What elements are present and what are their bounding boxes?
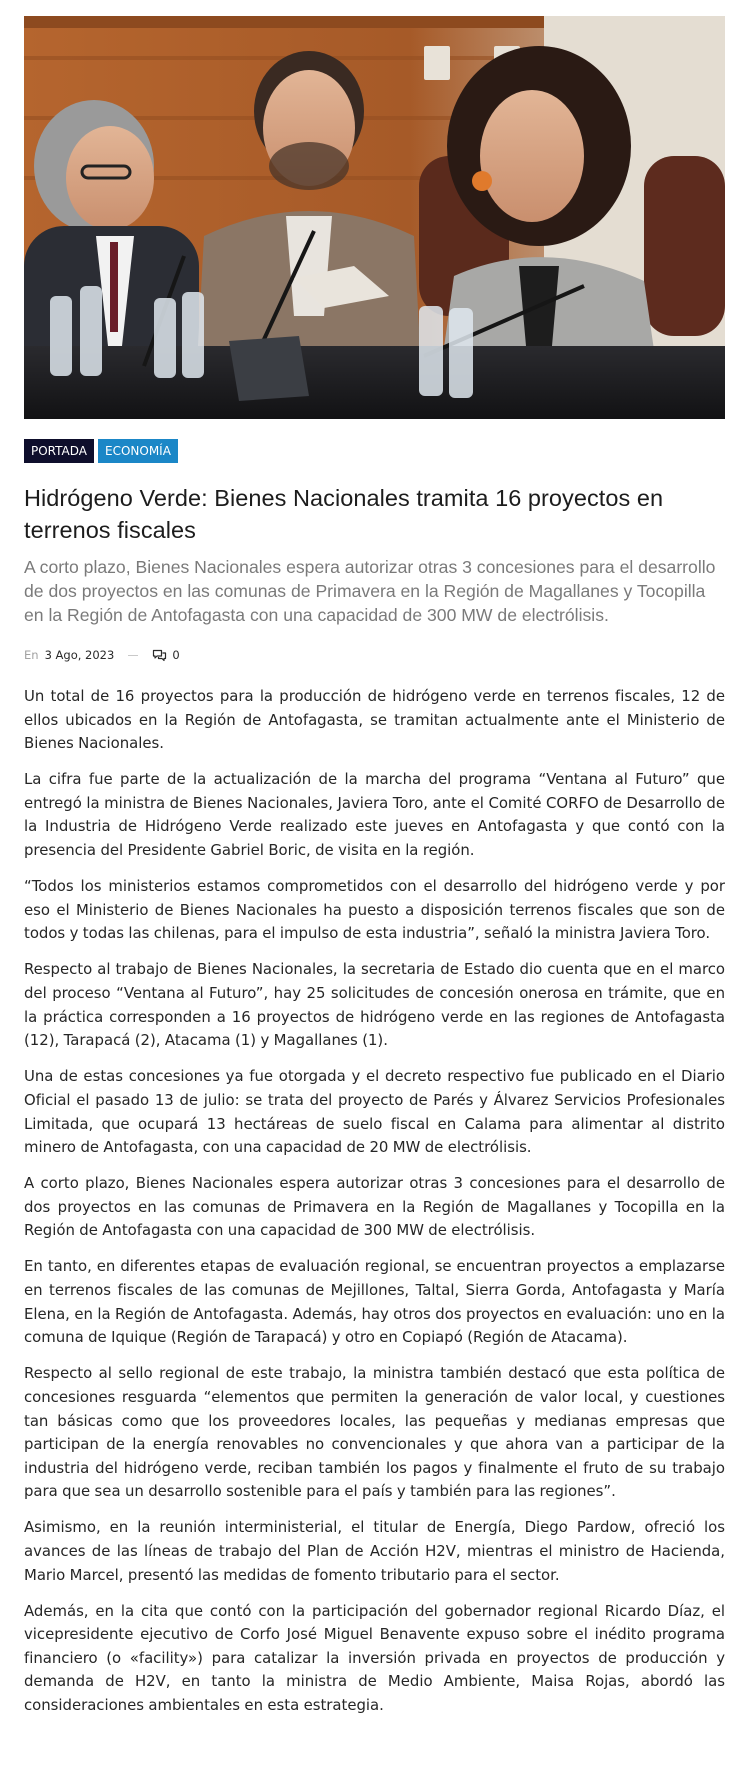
- paragraph: Respecto al trabajo de Bienes Nacionales, la secretaria de Estado dio cuenta que en el marco del proceso “Ventana al Futuro”, hay 25 solicitudes de concesión onerosa en trámite, que en la práctica corresponden a 16 proyectos de hidrógeno verde en las regiones de Antofagasta (12), Tarapacá (2), Atacama (1) y Magallanes (1).: [24, 960, 725, 1050]
- comments-count: 0: [172, 648, 180, 662]
- category-list: [24, 439, 725, 463]
- paragraph: A corto plazo, Bienes Nacionales espera autorizar otras 3 concesiones para el desarrollo de dos proyectos en las comunas de Primavera en la Región de Magallanes y Tocopilla en la Región de Antofagasta con una capacidad de 300 MW de electrólisis.: [24, 1174, 725, 1240]
- comments-icon: [152, 649, 167, 662]
- paragraph: Además, en la cita que contó con la participación del gobernador regional Ricardo Díaz, el vicepresidente ejecutivo de Corfo José Miguel Benavente expuso sobre el inédito programa financiero (o «facility») para catalizar la inversión privada en proyectos de producción y demanda de H2V, en tanto la ministra de Medio Ambiente, Maisa Rojas, abordó las consideraciones ambientales en esta estrategia.: [24, 1601, 725, 1715]
- article-body: [24, 685, 725, 1718]
- meta-prefix: En: [24, 648, 39, 662]
- publish-date: 3 Ago, 2023: [44, 648, 115, 662]
- paragraph: En tanto, en diferentes etapas de evaluación regional, se encuentran proyectos a emplazarse en terrenos fiscales de las comunas de Mejillones, Taltal, Sierra Gorda, Antofagasta y María Elena, en la Región de Antofagasta. Además, hay otros dos proyectos en evaluación: uno en la comuna de Iquique (Región de Tarapacá) y otro en Copiapó (Región de Atacama).: [24, 1257, 725, 1347]
- category-economia[interactable]: ECONOMÍA: [98, 439, 178, 463]
- paragraph: Un total de 16 proyectos para la producción de hidrógeno verde en terrenos fiscales, 12 de ellos ubicados en la Región de Antofagasta, se tramitan actualmente ante el Ministerio de Bienes Nacionales.: [24, 687, 725, 753]
- article-title: Hidrógeno Verde: Bienes Nacionales tramita 16 proyectos en terrenos fiscales: [24, 485, 664, 543]
- meta-divider: [128, 655, 138, 656]
- paragraph: Asimismo, en la reunión interministerial, el titular de Energía, Diego Pardow, ofreció los avances de las líneas de trabajo del Plan de Acción H2V, mientras el ministro de Hacienda, Mario Marcel, presentó las medidas de fomento tributario para el sector.: [24, 1518, 725, 1584]
- hero-photo-illustration: [24, 16, 725, 419]
- comments-link[interactable]: [152, 648, 179, 662]
- paragraph: Respecto al sello regional de este trabajo, la ministra también destacó que esta política de concesiones resguarda “elementos que permiten la generación de valor local, y cuestiones tan básicas como que los proveedores locales, las pequeñas y medianas empresas que participan de la energía renovables no convencionales y que ahora van a participar de la industria del hidrógeno verde, reciban también los pagos y finalmente el fruto de su trabajo para que sea un desarrollo sostenible para el país y también para las regiones”.: [24, 1364, 725, 1501]
- article-subtitle: A corto plazo, Bienes Nacionales espera autorizar otras 3 concesiones para el desarrollo de dos proyectos en las comunas de Primavera en la Región de Magallanes y Tocopilla en la Región de Antofagasta con una capacidad de 300 MW de electrólisis.: [24, 557, 716, 625]
- paragraph: Una de estas concesiones ya fue otorgada y el decreto respectivo fue publicado en el Diario Oficial el pasado 13 de julio: se trata del proyecto de Parés y Álvarez Servicios Profesionales Limitada, que ocupará 13 hectáreas de suelo fiscal en Calama para alimentar al distrito minero de Antofagasta, con una capacidad de 20 MW de electrólisis.: [24, 1067, 725, 1157]
- paragraph: “Todos los ministerios estamos comprometidos con el desarrollo del hidrógeno verde y por eso el Ministerio de Bienes Nacionales ha puesto a disposición terrenos fiscales que son de todos y todas las chilenas, para el impulso de esta industria”, señaló la ministra Javiera Toro.: [24, 877, 725, 943]
- hero-image: [24, 16, 725, 419]
- paragraph: La cifra fue parte de la actualización de la marcha del programa “Ventana al Futuro” que entregó la ministra de Bienes Nacionales, Javiera Toro, ante el Comité CORFO de Desarrollo de la Industria de Hidrógeno Verde realizado este jueves en Antofagasta y que contó con la presencia del Presidente Gabriel Boric, de visita en la región.: [24, 770, 725, 860]
- category-portada[interactable]: PORTADA: [24, 439, 94, 463]
- article-meta: [24, 645, 725, 665]
